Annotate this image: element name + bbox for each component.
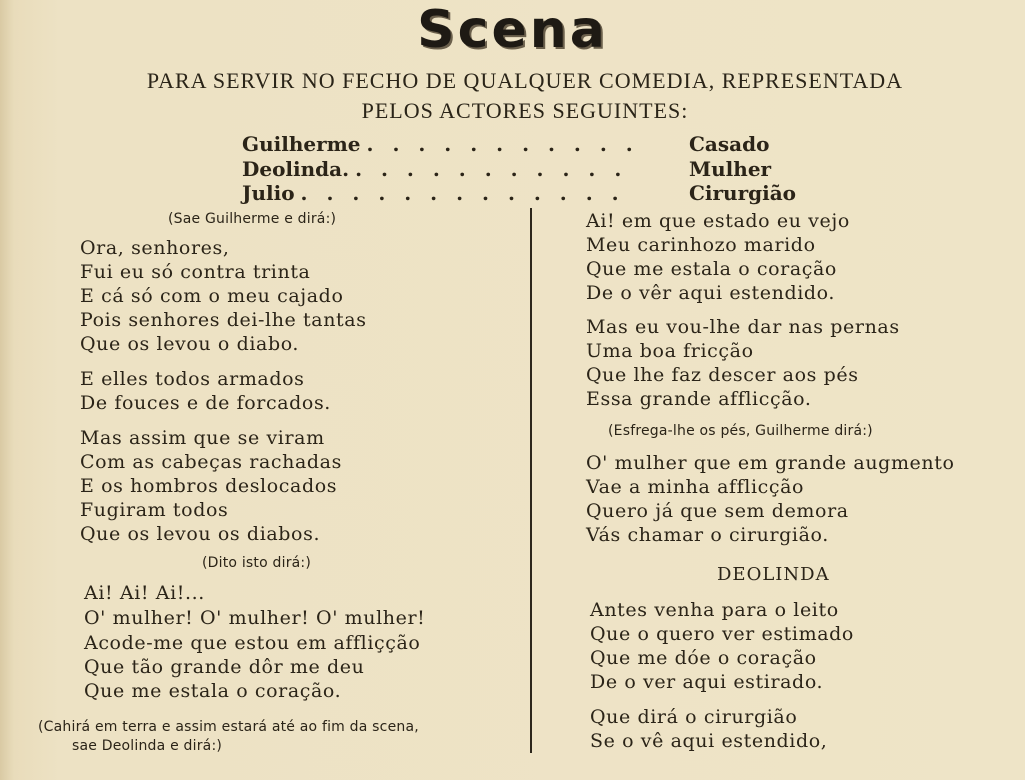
- cast-leader-dots: . . . . . . . . . . .: [366, 132, 639, 156]
- cast-leader-dots: . . . . . . . . . . . . .: [300, 181, 625, 205]
- subtitle-line-1: PARA SERVIR NO FECHO DE QUALQUER COMEDIA, REPRESENTADA: [146, 68, 904, 93]
- verse-line: Mas eu vou-lhe dar nas pernas: [586, 316, 900, 338]
- verse-line: Que tão grande dôr me deu: [84, 656, 365, 678]
- verse-line: Que lhe faz descer aos pés: [586, 364, 859, 386]
- verse-line: Que os levou os diabos.: [80, 523, 321, 545]
- verse-line: Ora, senhores,: [80, 237, 230, 259]
- cast-row: [242, 181, 822, 207]
- verse-line: Fui eu só contra trinta: [80, 261, 311, 283]
- verse-line: Se o vê aqui estendido,: [590, 730, 828, 752]
- verse-line: O' mulher! O' mulher! O' mulher!: [84, 607, 426, 629]
- verse-line: De o vêr aqui estendido.: [586, 282, 835, 304]
- verse-line: Mas assim que se viram: [80, 427, 325, 449]
- stage-direction: sae Deolinda e dirá:): [72, 738, 223, 754]
- verse-line: Ai! em que estado eu vejo: [586, 210, 850, 232]
- column-divider: [530, 208, 532, 753]
- cast-name: Guilherme: [242, 132, 361, 156]
- verse-line: O' mulher que em grande augmento: [586, 452, 955, 474]
- cast-role: Cirurgião: [689, 181, 797, 205]
- verse-line: Que me dóe o coração: [590, 647, 817, 669]
- verse-line: Que o quero ver estimado: [590, 623, 854, 645]
- verse-line: Ai! Ai! Ai!...: [84, 582, 205, 604]
- cast-name: Deolinda.: [242, 157, 350, 181]
- page-title: Scena: [417, 0, 608, 60]
- verse-line: Que me estala o coração: [586, 258, 837, 280]
- cast-role: Mulher: [689, 157, 772, 181]
- verse-line: Essa grande afflicção.: [586, 388, 812, 410]
- verse-line: E os hombros deslocados: [80, 475, 338, 497]
- cast-row: [242, 157, 822, 183]
- verse-line: E cá só com o meu cajado: [80, 285, 344, 307]
- stage-direction: (Cahirá em terra e assim estará até ao fim da scena,: [38, 719, 419, 735]
- stage-direction: (Dito isto dirá:): [202, 555, 312, 571]
- verse-line: Acode-me que estou em affliçção: [84, 632, 421, 654]
- verse-line: Antes venha para o leito: [590, 599, 839, 621]
- stage-direction: (Esfrega-lhe os pés, Guilherme dirá:): [608, 423, 873, 439]
- speaker-heading: DEOLINDA: [717, 564, 830, 585]
- verse-line: Que dirá o cirurgião: [590, 706, 798, 728]
- verse-line: Que os levou o diabo.: [80, 333, 300, 355]
- verse-line: Meu carinhozo marido: [586, 234, 816, 256]
- verse-line: De o ver aqui estirado.: [590, 671, 824, 693]
- cast-row: [242, 132, 822, 158]
- cast-name: Julio: [242, 181, 295, 205]
- cast-role: Casado: [689, 132, 770, 156]
- stage-direction: (Sae Guilherme e dirá:): [168, 211, 337, 227]
- verse-line: Quero já que sem demora: [586, 500, 849, 522]
- verse-line: Vás chamar o cirurgião.: [586, 524, 829, 546]
- subtitle-line-2: PELOS ACTORES SEGUINTES:: [361, 98, 689, 123]
- verse-line: Vae a minha afflicção: [586, 476, 805, 498]
- verse-line: Uma boa fricção: [586, 340, 754, 362]
- verse-line: Pois senhores dei-lhe tantas: [80, 309, 367, 331]
- verse-line: Que me estala o coração.: [84, 680, 342, 702]
- verse-line: De fouces e de forcados.: [80, 392, 331, 414]
- verse-line: E elles todos armados: [80, 368, 305, 390]
- cast-leader-dots: . . . . . . . . . . .: [355, 157, 628, 181]
- verse-line: Com as cabeças rachadas: [80, 451, 342, 473]
- verse-line: Fugiram todos: [80, 499, 229, 521]
